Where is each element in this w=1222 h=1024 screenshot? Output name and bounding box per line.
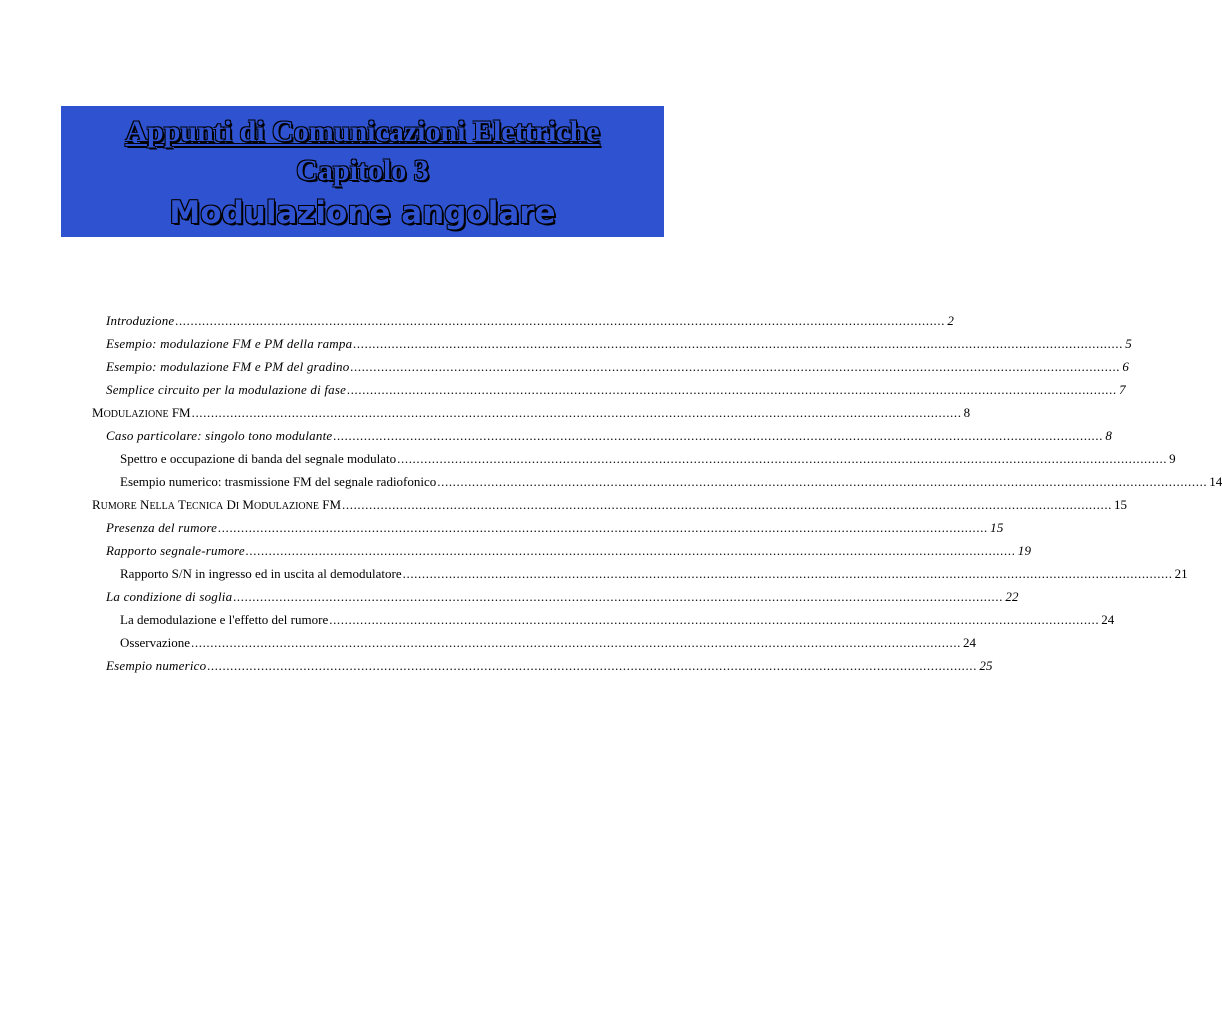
toc-page-number: 15 [1114, 497, 1128, 512]
toc-entry[interactable] [106, 589, 1019, 605]
toc-leader-dots: ........................................................................................................................................................................................................ [207, 658, 978, 673]
toc-leader-dots: ........................................................................................................................................................................................................ [175, 313, 946, 328]
toc-entry[interactable] [106, 520, 1004, 536]
toc-entry-title: Osservazione [120, 635, 191, 650]
toc-entry[interactable] [120, 566, 1188, 582]
toc-page-number: 21 [1174, 566, 1188, 581]
toc-leader-dots: ........................................................................................................................................................................................................ [402, 566, 1173, 581]
toc-entry[interactable] [92, 497, 1128, 515]
toc-entry[interactable] [120, 612, 1115, 628]
toc-entry[interactable] [106, 543, 1032, 559]
toc-leader-dots: ........................................................................................................................................................................................................ [350, 359, 1121, 374]
toc-page-number: 6 [1122, 359, 1130, 374]
toc-entry-title: Rapporto segnale-rumore [106, 543, 245, 558]
toc-leader-dots: ........................................................................................................................................................................................................ [437, 474, 1208, 489]
toc-entry-title: Spettro e occupazione di banda del segnale modulato [120, 451, 397, 466]
toc-entry-title: RUMORE NELLA TECNICA DI MODULAZIONE FM [92, 497, 342, 512]
chapter-title: Modulazione angolare [169, 195, 556, 231]
toc-leader-dots: ........................................................................................................................................................................................................ [191, 405, 962, 420]
toc-entry[interactable] [106, 382, 1126, 398]
toc-entry-title: Introduzione [106, 313, 175, 328]
toc-entry-title: Esempio: modulazione FM e PM della rampa [106, 336, 353, 351]
toc-page-number: 8 [963, 405, 971, 420]
toc-leader-dots: ........................................................................................................................................................................................................ [333, 428, 1104, 443]
toc-entry[interactable] [106, 336, 1132, 352]
toc-leader-dots: ........................................................................................................................................................................................................ [347, 382, 1118, 397]
toc-page-number: 19 [1017, 543, 1032, 558]
toc-entry-title: Semplice circuito per la modulazione di fase [106, 382, 347, 397]
toc-page-number: 22 [1005, 589, 1019, 604]
toc-page-number: 14 [1209, 474, 1222, 489]
toc-leader-dots: ........................................................................................................................................................................................................ [342, 497, 1113, 512]
toc-page-number: 24 [1101, 612, 1115, 627]
toc-leader-dots: ........................................................................................................................................................................................................ [233, 589, 1004, 604]
toc-entry[interactable] [120, 474, 1222, 490]
toc-leader-dots: ........................................................................................................................................................................................................ [245, 543, 1016, 558]
toc-entry[interactable] [106, 313, 955, 329]
toc-entry-title: Rapporto S/N in ingresso ed in uscita al demodulatore [120, 566, 402, 581]
toc-entry-title: Esempio: modulazione FM e PM del gradino [106, 359, 350, 374]
toc-page-number: 8 [1105, 428, 1113, 443]
toc-entry-title: Esempio numerico: trasmissione FM del segnale radiofonico [120, 474, 437, 489]
toc-entry[interactable] [106, 428, 1113, 444]
toc-entry-title: Esempio numerico [106, 658, 207, 673]
toc-entry[interactable] [92, 405, 971, 423]
toc-entry[interactable] [120, 635, 977, 651]
toc-page-number: 7 [1119, 382, 1126, 397]
toc-entry[interactable] [106, 359, 1130, 375]
toc-page-number: 25 [979, 658, 993, 673]
toc-entry-title: Caso particolare: singolo tono modulante [106, 428, 333, 443]
toc-page-number: 24 [963, 635, 977, 650]
chapter-number: Capitolo 3 [296, 154, 429, 187]
toc-page-number: 15 [990, 520, 1004, 535]
toc-entry[interactable] [106, 658, 993, 674]
toc-leader-dots: ........................................................................................................................................................................................................ [218, 520, 989, 535]
toc-leader-dots: ........................................................................................................................................................................................................ [191, 635, 962, 650]
toc-page-number: 2 [947, 313, 955, 328]
toc-leader-dots: ........................................................................................................................................................................................................ [329, 612, 1100, 627]
document-title: Appunti di Comunicazioni Elettriche [125, 115, 600, 148]
toc-entry[interactable] [120, 451, 1176, 467]
toc-leader-dots: ........................................................................................................................................................................................................ [397, 451, 1168, 466]
toc-entry-title: Presenza del rumore [106, 520, 218, 535]
toc-entry-title: La condizione di soglia [106, 589, 233, 604]
toc-entry-title: La demodulazione e l'effetto del rumore [120, 612, 329, 627]
toc-page-number: 9 [1169, 451, 1176, 466]
title-banner [61, 106, 664, 237]
toc-leader-dots: ........................................................................................................................................................................................................ [353, 336, 1124, 351]
toc-entry-title: MODULAZIONE FM [92, 405, 191, 420]
toc-page-number: 5 [1125, 336, 1132, 351]
